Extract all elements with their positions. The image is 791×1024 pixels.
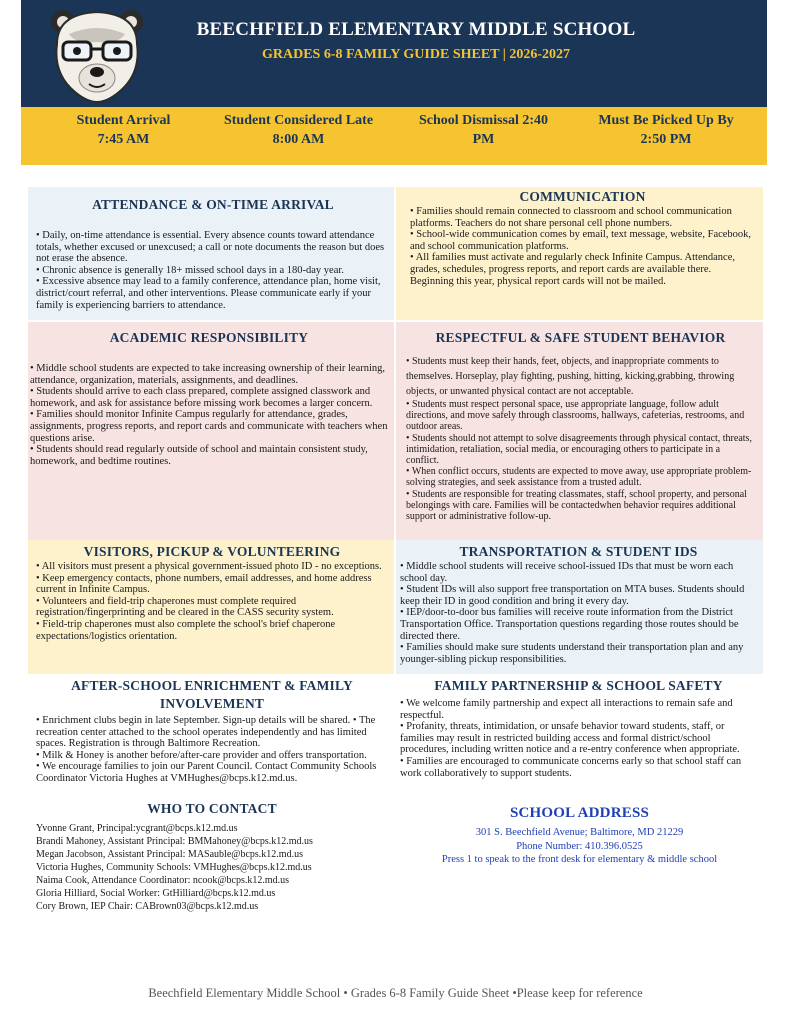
address-street: 301 S. Beechfield Avenue; Baltimore, MD 21229 (475, 827, 684, 838)
visitors-section (28, 540, 394, 674)
communication-item: • All families must activate and regularly check Infinite Campus. Attendance, grades, schedules, progress reports, and report cards are available there. Beginning this year, physical report cards will not be mailed. (410, 252, 735, 287)
contact-line: Gloria Hilliard, Social Worker: GtHilliard@bcps.k12.md.us (36, 888, 276, 899)
academic-item: • Students should arrive to each class prepared, complete assigned classwork and homework, and ask for assistance before missing work becomes a larger concern. (30, 386, 373, 409)
time-value: PM (472, 132, 495, 147)
contacts-section (28, 800, 394, 920)
behavior-heading: RESPECTFUL & SAFE STUDENT BEHAVIOR (435, 330, 726, 345)
behavior-section (396, 322, 763, 540)
attendance-heading: ATTENDANCE & ON-TIME ARRIVAL (92, 197, 334, 212)
academic-heading: ACADEMIC RESPONSIBILITY (109, 330, 309, 345)
time-value: 8:00 AM (272, 132, 325, 147)
time-late (211, 111, 386, 149)
communication-heading: COMMUNICATION (519, 189, 646, 204)
bear-mascot-with-glasses-icon (49, 4, 145, 104)
visitors-item: • Keep emergency contacts, phone numbers, email addresses, and home address current in Infinite Campus. (36, 572, 372, 596)
behavior-item: • Students must respect personal space, use appropriate language, follow adult directions, and move safely through classrooms, hallways, cafeterias, restrooms, and outdoor areas. (406, 399, 745, 433)
communication-list (410, 206, 755, 287)
address-section (396, 802, 763, 882)
page-footer: Beechfield Elementary Middle School • Grades 6-8 Family Guide Sheet •Please keep for reference (148, 986, 643, 1000)
academic-item: • Middle school students are expected to take increasing ownership of their learning, attendance, organization, materials, assignments, and deadlines. (30, 363, 386, 386)
partnership-list (400, 698, 757, 779)
time-value: 2:50 PM (640, 132, 692, 147)
contact-line: Victoria Hughes, Community Schools: VMHughes@bcps.k12.md.us (36, 862, 312, 873)
transportation-item: • Middle school students will receive school-issued IDs that must be worn each school day. (400, 561, 734, 584)
academic-list (30, 363, 388, 467)
partnership-item: • Families are encouraged to communicate concerns early so that school staff can work collaboratively to support students. (400, 755, 742, 779)
address-heading: SCHOOL ADDRESS (509, 805, 650, 821)
contact-line: Yvonne Grant, Principal:ycgrant@bcps.k12.md.us (36, 823, 238, 834)
contact-line: Naima Cook, Attendance Coordinator: ncook@bcps.k12.md.us (36, 875, 290, 886)
academic-item: • Students should read regularly outside of school and maintain consistent study, homework, and bedtime routines. (30, 444, 368, 467)
academic-section (28, 322, 394, 540)
page-subtitle: GRADES 6-8 FAMILY GUIDE SHEET | 2026-2027 (261, 47, 570, 62)
attendance-section (28, 187, 394, 320)
afterschool-section (28, 676, 394, 798)
afterschool-heading-line1: AFTER-SCHOOL ENRICHMENT & FAMILY (71, 678, 353, 693)
afterschool-heading (36, 677, 388, 713)
transportation-item: • Student IDs will also support free transportation on MTA buses. Students should keep their ID in good condition and bring it every day. (400, 584, 745, 607)
page-title: BEECHFIELD ELEMENTARY MIDDLE SCHOOL (196, 19, 636, 40)
visitors-item: • All visitors must present a physical government-issued photo ID - no exceptions. (36, 561, 382, 572)
behavior-list (406, 354, 755, 522)
transportation-list (400, 561, 757, 665)
visitors-item: • Volunteers and field-trip chaperones must complete required registration/fingerprinting and be cleared in the CASS security system. (36, 595, 334, 619)
transportation-heading: TRANSPORTATION & STUDENT IDS (459, 544, 698, 559)
time-arrival (41, 111, 206, 149)
transportation-item: • Families should make sure students understand their transportation plan and any younger-sibling pickup responsibilities. (400, 642, 744, 665)
contact-line: Megan Jacobson, Assistant Principal: MASauble@bcps.k12.md.us (36, 849, 303, 860)
behavior-item: • When conflict occurs, students are expected to move away, use appropriate problem-solving strategies, and seek assistance from a trusted adult. (406, 466, 752, 489)
behavior-item: • Students are responsible for treating classmates, staff, school property, and personal belongings with care. Families will be contactedwhen behavior requires additional support or administrative follow-up. (406, 488, 747, 523)
afterschool-item: • Milk & Honey is another before/after-care provider and offers transportation. (36, 749, 367, 761)
communication-item: • Families should remain connected to classroom and school communication platforms. Teachers do not share personal cell phone numbers. (410, 206, 732, 229)
transportation-section (396, 540, 763, 674)
schedule-times-bar (21, 107, 767, 165)
visitors-heading: VISITORS, PICKUP & VOLUNTEERING (83, 544, 341, 559)
attendance-item: • Daily, on-time attendance is essential. Every absence counts toward attendance totals, whether excused or unexcused; a call or note documents the reason but does not erase the absence. (36, 230, 385, 265)
time-label: Student Arrival (76, 113, 171, 128)
time-dismissal (401, 111, 566, 149)
time-label: School Dismissal 2:40 (418, 113, 549, 128)
behavior-item: • Students should not attempt to solve disagreements through physical contact, threats, intimidation, retaliation, social media, or encouraging others to participate in a conflict. (406, 432, 752, 467)
address-phone: Phone Number: 410.396.0525 (516, 840, 643, 852)
partnership-heading: FAMILY PARTNERSHIP & SCHOOL SAFETY (434, 678, 723, 693)
contacts-list (36, 822, 388, 913)
academic-item: • Families should monitor Infinite Campus regularly for attendance, grades, assignments, progress reports, and report cards and communicate with teachers when questions arise. (30, 409, 388, 444)
visitors-list (36, 561, 388, 642)
contacts-heading: WHO TO CONTACT (147, 801, 277, 816)
time-value: 7:45 AM (97, 132, 150, 147)
communication-section (396, 187, 763, 320)
afterschool-list (36, 715, 388, 785)
communication-item: • School-wide communication comes by email, text message, website, Facebook, and school communication platforms. (410, 229, 752, 252)
afterschool-heading-line2: INVOLVEMENT (159, 696, 265, 711)
contact-line: Cory Brown, IEP Chair: CABrown03@bcps.k12.md.us (36, 901, 259, 912)
time-pickup (581, 111, 751, 149)
contact-line: Brandi Mahoney, Assistant Principal: BMMahoney@bcps.k12.md.us (36, 836, 313, 847)
attendance-item: • Chronic absence is generally 18+ missed school days in a 180-day year. (36, 264, 344, 276)
partnership-section (396, 676, 763, 798)
page-header (21, 0, 767, 107)
time-label: Student Considered Late (223, 113, 374, 128)
attendance-item: • Excessive absence may lead to a family conference, attendance plan, home visit, district/court referral, and other interventions. Please communicate early if your family is experiencing barriers to attendance. (36, 276, 381, 311)
partnership-item: • We welcome family partnership and expect all interactions to remain safe and respectful. (400, 698, 733, 721)
partnership-item: • Profanity, threats, intimidation, or unsafe behavior toward students, staff, or families may result in restricted building access and formal district/school procedures, including written notice and a re-entry conference when appropriate. (400, 721, 740, 756)
afterschool-item: • We encourage families to join our Parent Council. Contact Community Schools Coordinator Victoria Hughes at VMHughes@bcps.k12.md.us. (36, 761, 377, 784)
afterschool-item: • Enrichment clubs begin in late September. Sign-up details will be shared. • The recreation center attached to the school operates independently and has limited spaces. Registration is through Baltimore Recreation. (36, 715, 376, 750)
behavior-item: • Students must keep their hands, feet, objects, and inappropriate comments to themselves. Horseplay, play fighting, pushing, hitting, kicking,grabbing, throwing objects, or unwanted physical contact are not acceptable. (406, 356, 735, 397)
time-label: Must Be Picked Up By (598, 113, 734, 128)
address-note: Press 1 to speak to the front desk for elementary & middle school (441, 854, 718, 865)
visitors-item: • Field-trip chaperones must also complete the school's brief chaperone expectations/logistics orientation. (36, 618, 336, 642)
attendance-list (36, 230, 390, 311)
transportation-item: • IEP/door-to-door bus families will receive route information from the District Transportation Office. Transportation questions regarding those routes should be directed there. (400, 607, 739, 642)
